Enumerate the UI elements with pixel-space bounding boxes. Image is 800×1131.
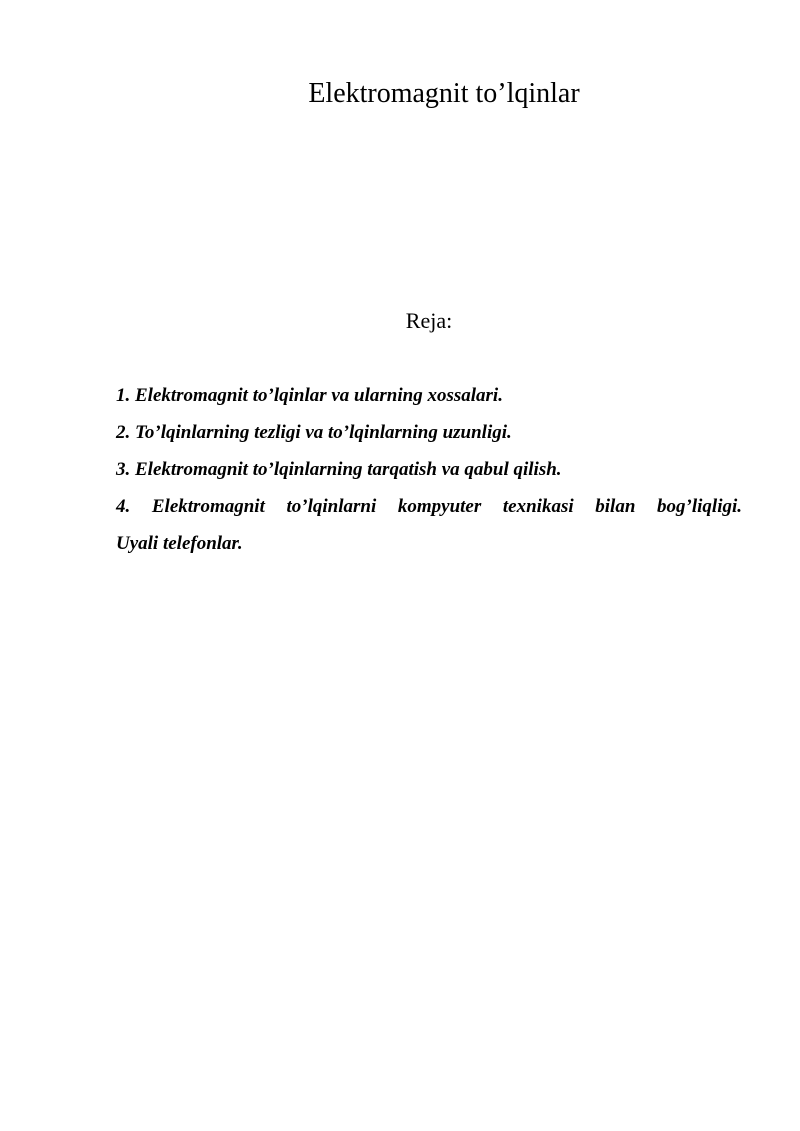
document-title: Elektromagnit to’lqinlar: [308, 78, 580, 109]
plan-item-4-continuation: Uyali telefonlar.: [116, 533, 243, 554]
plan-item-2: 2. To’lqinlarning tezligi va to’lqinlarning uzunligi.: [116, 422, 512, 443]
plan-item-1: 1. Elektromagnit to’lqinlar va ularning xossalari.: [116, 385, 503, 406]
plan-heading: Reja:: [405, 308, 453, 333]
plan-item-4: [116, 488, 742, 525]
plan-list: [116, 377, 742, 562]
plan-item-4-text: 4. Elektromagnit to’lqinlarni kompyuter texnikasi bilan bog’liqligi.: [116, 496, 742, 517]
plan-item-3: 3. Elektromagnit to’lqinlarning tarqatish va qabul qilish.: [116, 459, 562, 480]
